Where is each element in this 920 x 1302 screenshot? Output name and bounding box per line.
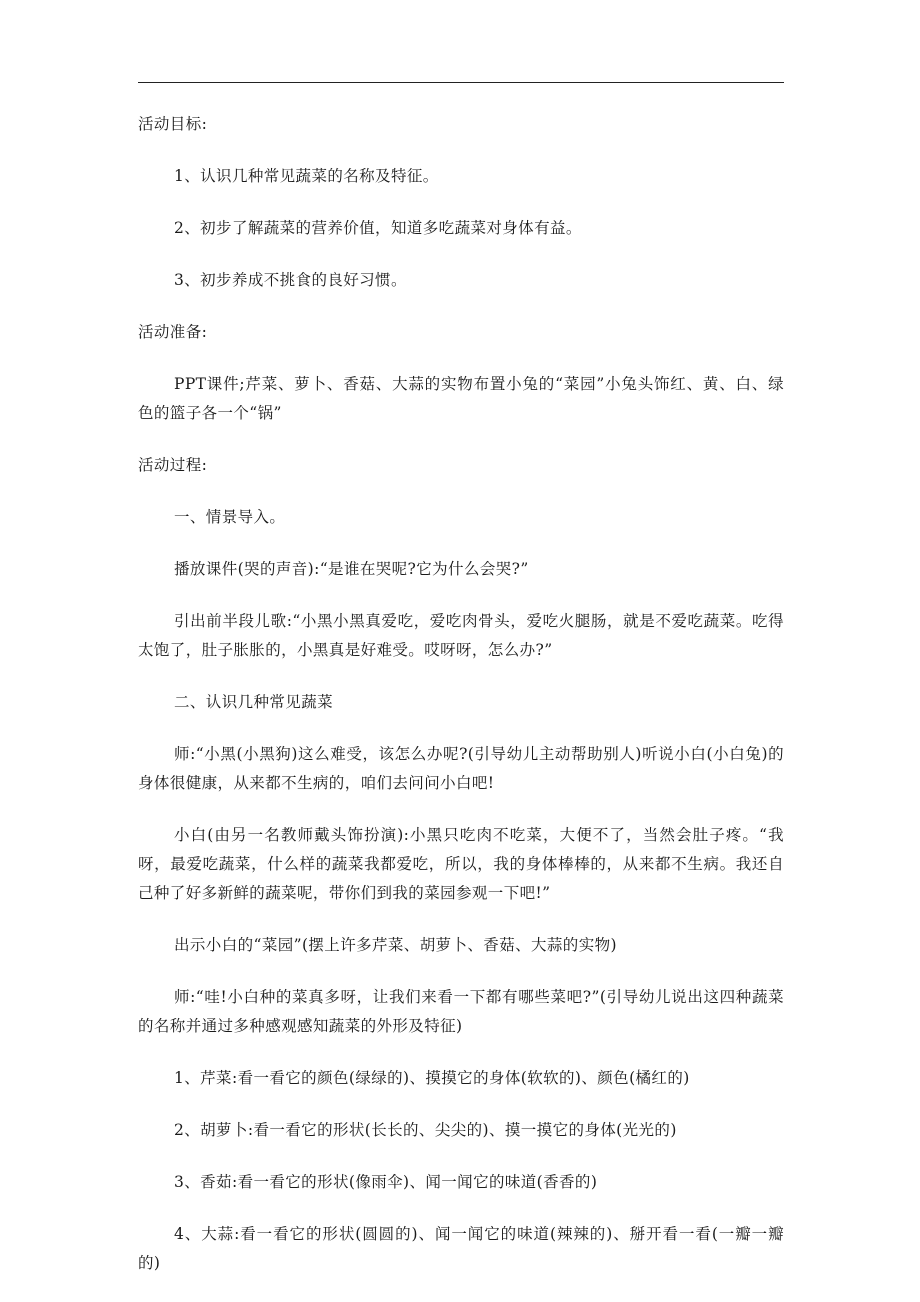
vegetable-item-mushroom: 3、香茹:看一看它的形状(像雨伞)、闻一闻它的味道(香香的) bbox=[174, 1173, 598, 1191]
goal-item-2: 2、初步了解蔬菜的营养价值，知道多吃蔬菜对身体有益。 bbox=[174, 219, 582, 237]
goal-item-3: 3、初步养成不挑食的良好习惯。 bbox=[174, 271, 407, 289]
process-paragraph: 引出前半段儿歌:“小黑小黑真爱吃，爱吃肉骨头，爱吃火腿肠，就是不爱吃蔬菜。吃得太饱了，肚子胀胀的，小黑真是好难受。哎呀呀，怎么办?” bbox=[138, 612, 784, 659]
preparation-text: PPT课件;芹菜、萝卜、香菇、大蒜的实物布置小兔的“菜园”小兔头饰红、黄、白、绿色的篮子各一个“锅” bbox=[138, 375, 784, 422]
vegetable-item-celery: 1、芹菜:看一看它的颜色(绿绿的)、摸摸它的身体(软软的)、颜色(橘红的) bbox=[174, 1069, 690, 1087]
vegetable-item-carrot: 2、胡萝卜:看一看它的形状(长长的、尖尖的)、摸一摸它的身体(光光的) bbox=[174, 1121, 677, 1139]
process-step-1-title: 一、情景导入。 bbox=[174, 508, 286, 526]
process-paragraph: 播放课件(哭的声音):“是谁在哭呢?它为什么会哭?” bbox=[174, 560, 529, 578]
process-paragraph: 师:“哇!小白种的菜真多呀，让我们来看一下都有哪些菜吧?”(引导幼儿说出这四种蔬菜的名称并通过多种感观感知蔬菜的外形及特征) bbox=[138, 988, 784, 1035]
goal-item-1: 1、认识几种常见蔬菜的名称及特征。 bbox=[174, 167, 439, 185]
process-paragraph: 小白(由另一名教师戴头饰扮演):小黑只吃肉不吃菜，大便不了，当然会肚子疼。“我呀，最爱吃蔬菜，什么样的蔬菜我都爱吃，所以，我的身体棒棒的，从来都不生病。我还自己种了好多新鲜的蔬菜呢，带你们到我的菜园参观一下吧!” bbox=[138, 826, 784, 902]
header-rule bbox=[138, 82, 784, 83]
section-heading-process: 活动过程: bbox=[138, 456, 208, 474]
document-body bbox=[138, 110, 784, 1301]
vegetable-item-garlic: 4、大蒜:看一看它的形状(圆圆的)、闻一闻它的味道(辣辣的)、掰开看一看(一瓣一瓣的) bbox=[138, 1225, 784, 1272]
process-paragraph: 师:“小黑(小黑狗)这么难受，该怎么办呢?(引导幼儿主动帮助别人)听说小白(小白兔)的身体很健康，从来都不生病的，咱们去问问小白吧! bbox=[138, 745, 784, 792]
section-heading-preparation: 活动准备: bbox=[138, 323, 208, 341]
process-paragraph: 出示小白的“菜园”(摆上许多芹菜、胡萝卜、香菇、大蒜的实物) bbox=[174, 936, 617, 954]
process-step-2-title: 二、认识几种常见蔬菜 bbox=[174, 693, 334, 711]
section-heading-goals: 活动目标: bbox=[138, 115, 208, 133]
